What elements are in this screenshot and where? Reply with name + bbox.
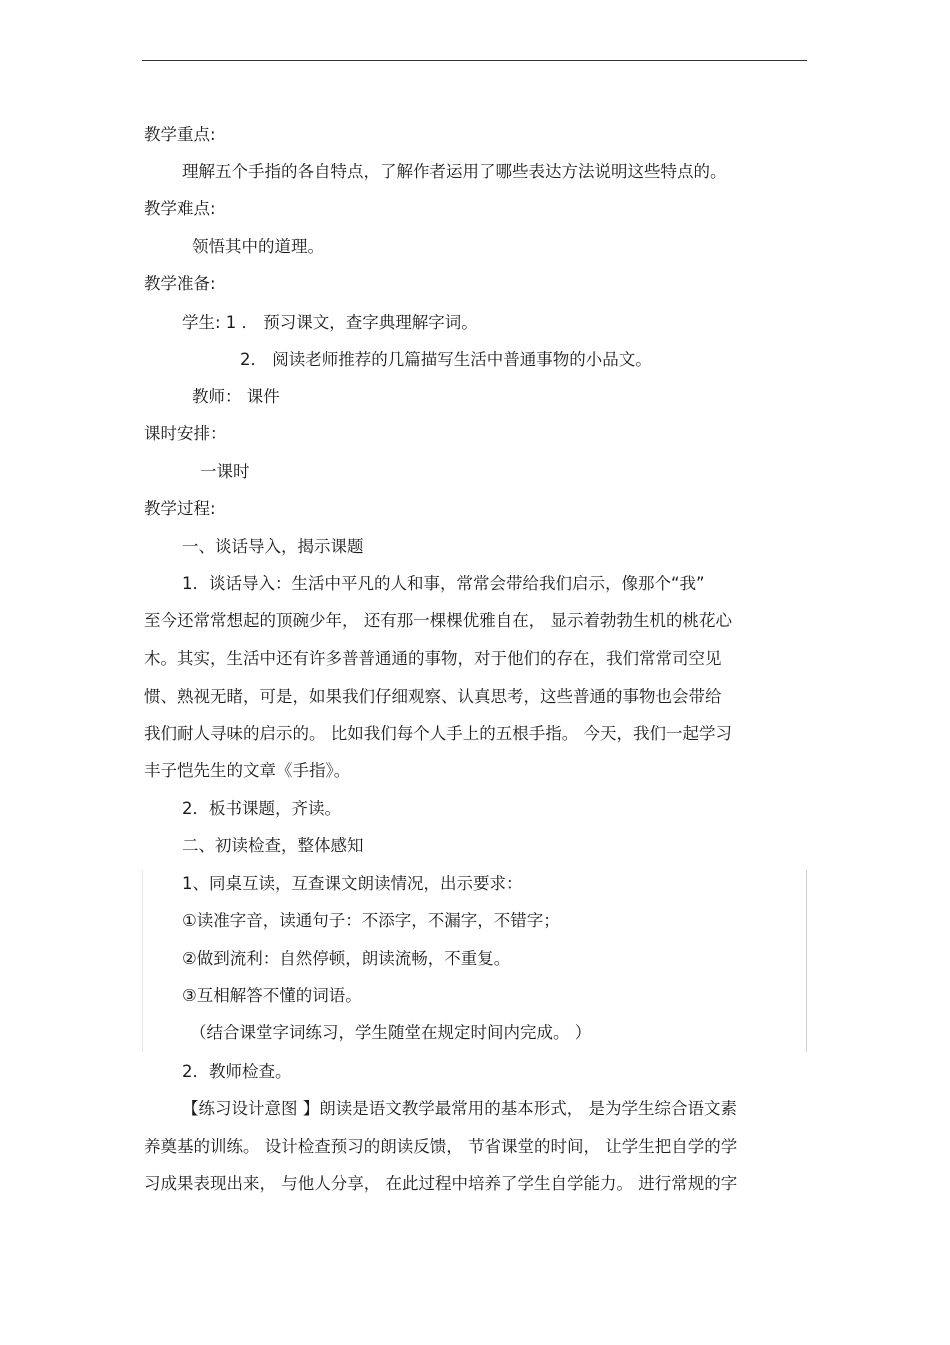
step-board-title: 2．板书课题，齐读。 bbox=[182, 799, 341, 818]
header-rule bbox=[142, 60, 807, 61]
key-points-text: 理解五个手指的各自特点，了解作者运用了哪些表达方法说明这些特点的。 bbox=[182, 162, 727, 181]
design-intent-line-1: 【练习设计意图 】朗读是语文教学最常用的基本形式， 是为学生综合语文素 bbox=[182, 1099, 737, 1118]
para-line-2: 至今还常常想起的顶碗少年， 还有那一棵棵优雅自在， 显示着勃勃生机的桃花心 bbox=[144, 611, 732, 630]
para-line-3: 木。其实，生活中还有许多普普通通的事物，对于他们的存在，我们常常司空见 bbox=[144, 649, 722, 668]
section-one-title: 一、谈话导入，揭示课题 bbox=[182, 537, 364, 556]
heading-process: 教学过程: bbox=[144, 499, 216, 518]
heading-key-points: 教学重点: bbox=[144, 125, 216, 144]
requirement-2: ②做到流利：自然停顿，朗读流畅，不重复。 bbox=[182, 949, 511, 968]
heading-difficult-points: 教学难点: bbox=[144, 199, 216, 218]
design-intent-line-2: 养奠基的训练。 设计检查预习的朗读反馈， 节省课堂的时间， 让学生把自学的学 bbox=[144, 1137, 738, 1156]
heading-schedule: 课时安排： bbox=[144, 424, 227, 443]
exercise-note: （结合课堂字词练习，学生随堂在规定时间内完成。 ） bbox=[190, 1023, 592, 1042]
prep-student-2: 2． 阅读老师推荐的几篇描写生活中普通事物的小品文。 bbox=[240, 350, 652, 369]
heading-preparation: 教学准备: bbox=[144, 274, 216, 293]
box-right-border bbox=[806, 870, 807, 1052]
para-line-6: 丰子恺先生的文章《手指》。 bbox=[144, 761, 351, 780]
pair-reading: 1、同桌互读，互查课文朗读情况，出示要求： bbox=[182, 874, 523, 893]
para-line-1: 1．谈话导入：生活中平凡的人和事，常常会带给我们启示，像那个“我” bbox=[182, 574, 705, 593]
para-line-5: 我们耐人寻味的启示的。 比如我们每个人手上的五根手指。 今天，我们一起学习 bbox=[144, 724, 732, 743]
box-left-border bbox=[142, 870, 143, 1052]
design-intent-line-3: 习成果表现出来， 与他人分享， 在此过程中培养了学生自学能力。 进行常规的字 bbox=[144, 1174, 738, 1193]
difficult-points-text: 领悟其中的道理。 bbox=[192, 237, 324, 256]
requirement-3: ③互相解答不懂的词语。 bbox=[182, 986, 362, 1005]
section-two-title: 二、初读检查，整体感知 bbox=[182, 836, 364, 855]
para-line-4: 惯、熟视无睹，可是，如果我们仔细观察、认真思考，这些普通的事物也会带给 bbox=[144, 687, 722, 706]
schedule-text: 一课时 bbox=[200, 462, 250, 481]
prep-teacher: 教师： 课件 bbox=[192, 387, 280, 406]
teacher-check: 2．教师检查。 bbox=[182, 1062, 292, 1081]
prep-student-1: 学生: 1 ． 预习课文，查字典理解字词。 bbox=[182, 313, 478, 332]
requirement-1: ①读准字音，读通句子：不添字，不漏字，不错字； bbox=[182, 911, 560, 930]
